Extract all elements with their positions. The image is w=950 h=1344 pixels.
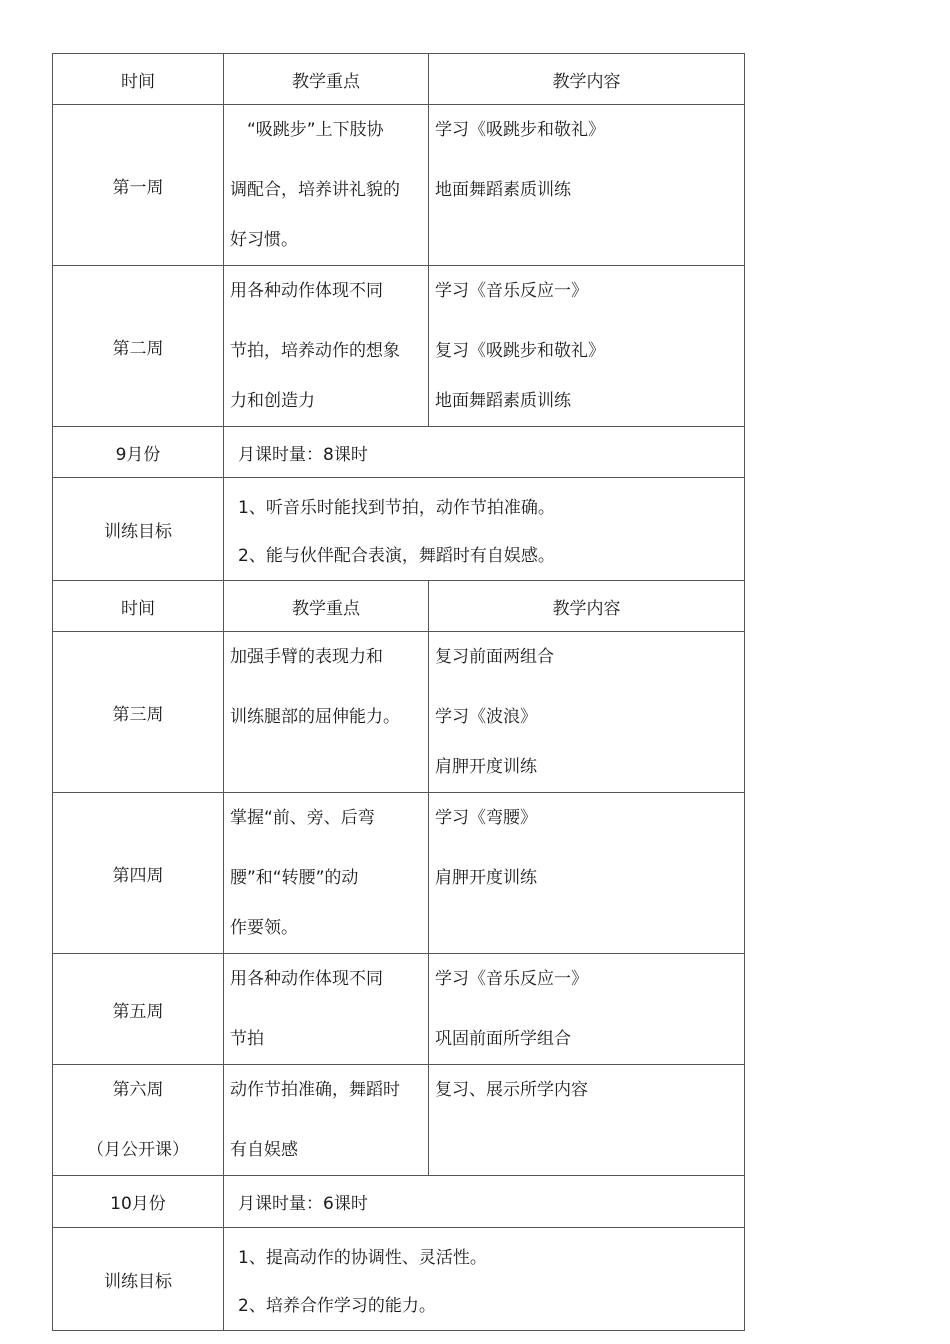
goal-line: 1、听音乐时能找到节拍，动作节拍准确。 bbox=[238, 498, 555, 518]
goal-line: 2、能与伙伴配合表演，舞蹈时有自娱感。 bbox=[238, 546, 555, 566]
content-line: 地面舞蹈素质训练 bbox=[435, 180, 571, 200]
focus-cell bbox=[224, 1065, 429, 1176]
table-header-row bbox=[53, 54, 745, 105]
focus-line: 加强手臂的表现力和 bbox=[230, 647, 383, 667]
header-content: 教学内容 bbox=[429, 581, 745, 632]
content-line: 肩胛开度训练 bbox=[435, 757, 537, 777]
goal-line: 2、培养合作学习的能力。 bbox=[238, 1296, 436, 1316]
content-cell bbox=[429, 266, 745, 427]
week-note: （月公开课） bbox=[87, 1140, 189, 1160]
focus-cell bbox=[224, 793, 429, 954]
week-cell: 第三周 bbox=[53, 632, 224, 793]
goal-line: 1、提高动作的协调性、灵活性。 bbox=[238, 1248, 487, 1268]
content-line: 学习《波浪》 bbox=[435, 707, 537, 727]
month-hours: 月课时量：6课时 bbox=[224, 1176, 745, 1228]
focus-line: 好习惯。 bbox=[230, 230, 298, 250]
focus-line: 有自娱感 bbox=[230, 1140, 298, 1160]
table-row bbox=[53, 1065, 745, 1176]
month-row bbox=[53, 427, 745, 478]
focus-line: 动作节拍准确，舞蹈时 bbox=[230, 1080, 400, 1100]
focus-line: 作要领。 bbox=[230, 918, 298, 938]
table-row bbox=[53, 266, 745, 427]
focus-line: 掌握“前、旁、后弯 bbox=[230, 808, 375, 828]
focus-line: 训练腿部的屈伸能力。 bbox=[230, 707, 400, 727]
header-focus: 教学重点 bbox=[224, 54, 429, 105]
focus-line: 用各种动作体现不同 bbox=[230, 281, 383, 301]
content-line: 学习《弯腰》 bbox=[435, 808, 537, 828]
teaching-plan-table bbox=[52, 53, 745, 1331]
content-line: 巩固前面所学组合 bbox=[435, 1029, 571, 1049]
focus-line: 节拍，培养动作的想象 bbox=[230, 341, 400, 361]
focus-line: “吸跳步”上下肢协 bbox=[247, 120, 384, 140]
content-cell bbox=[429, 105, 745, 266]
focus-cell bbox=[224, 954, 429, 1065]
table-row bbox=[53, 954, 745, 1065]
focus-line: 调配合，培养讲礼貌的 bbox=[230, 180, 400, 200]
table-row bbox=[53, 632, 745, 793]
header-content: 教学内容 bbox=[429, 54, 745, 105]
focus-line: 腰”和“转腰”的动 bbox=[230, 868, 359, 888]
table-header-row bbox=[53, 581, 745, 632]
header-time: 时间 bbox=[53, 54, 224, 105]
goals-cell bbox=[224, 478, 745, 581]
month-hours: 月课时量：8课时 bbox=[224, 427, 745, 478]
week-cell bbox=[53, 1065, 224, 1176]
content-line: 复习《吸跳步和敬礼》 bbox=[435, 341, 605, 361]
focus-line: 节拍 bbox=[230, 1029, 264, 1049]
month-cell: 9月份 bbox=[53, 427, 224, 478]
week-cell: 第五周 bbox=[53, 954, 224, 1065]
focus-cell bbox=[224, 632, 429, 793]
focus-cell bbox=[224, 105, 429, 266]
week-cell: 第一周 bbox=[53, 105, 224, 266]
focus-line: 力和创造力 bbox=[230, 391, 315, 411]
goals-label: 训练目标 bbox=[53, 1228, 224, 1331]
week-cell: 第二周 bbox=[53, 266, 224, 427]
week-cell: 第四周 bbox=[53, 793, 224, 954]
focus-line: 用各种动作体现不同 bbox=[230, 969, 383, 989]
content-line: 肩胛开度训练 bbox=[435, 868, 537, 888]
content-line: 地面舞蹈素质训练 bbox=[435, 391, 571, 411]
header-focus: 教学重点 bbox=[224, 581, 429, 632]
goals-row bbox=[53, 1228, 745, 1331]
table-row bbox=[53, 105, 745, 266]
goals-cell bbox=[224, 1228, 745, 1331]
content-line: 学习《音乐反应一》 bbox=[435, 281, 588, 301]
content-line: 学习《音乐反应一》 bbox=[435, 969, 588, 989]
week-label: 第六周 bbox=[112, 1080, 164, 1100]
content-line: 复习、展示所学内容 bbox=[435, 1080, 588, 1100]
month-row bbox=[53, 1176, 745, 1228]
content-cell bbox=[429, 793, 745, 954]
content-cell bbox=[429, 1065, 745, 1176]
month-cell: 10月份 bbox=[53, 1176, 224, 1228]
goals-label: 训练目标 bbox=[53, 478, 224, 581]
content-line: 学习《吸跳步和敬礼》 bbox=[435, 120, 605, 140]
content-cell bbox=[429, 632, 745, 793]
focus-cell bbox=[224, 266, 429, 427]
content-line: 复习前面两组合 bbox=[435, 647, 554, 667]
goals-row bbox=[53, 478, 745, 581]
content-cell bbox=[429, 954, 745, 1065]
header-time: 时间 bbox=[53, 581, 224, 632]
table-row bbox=[53, 793, 745, 954]
